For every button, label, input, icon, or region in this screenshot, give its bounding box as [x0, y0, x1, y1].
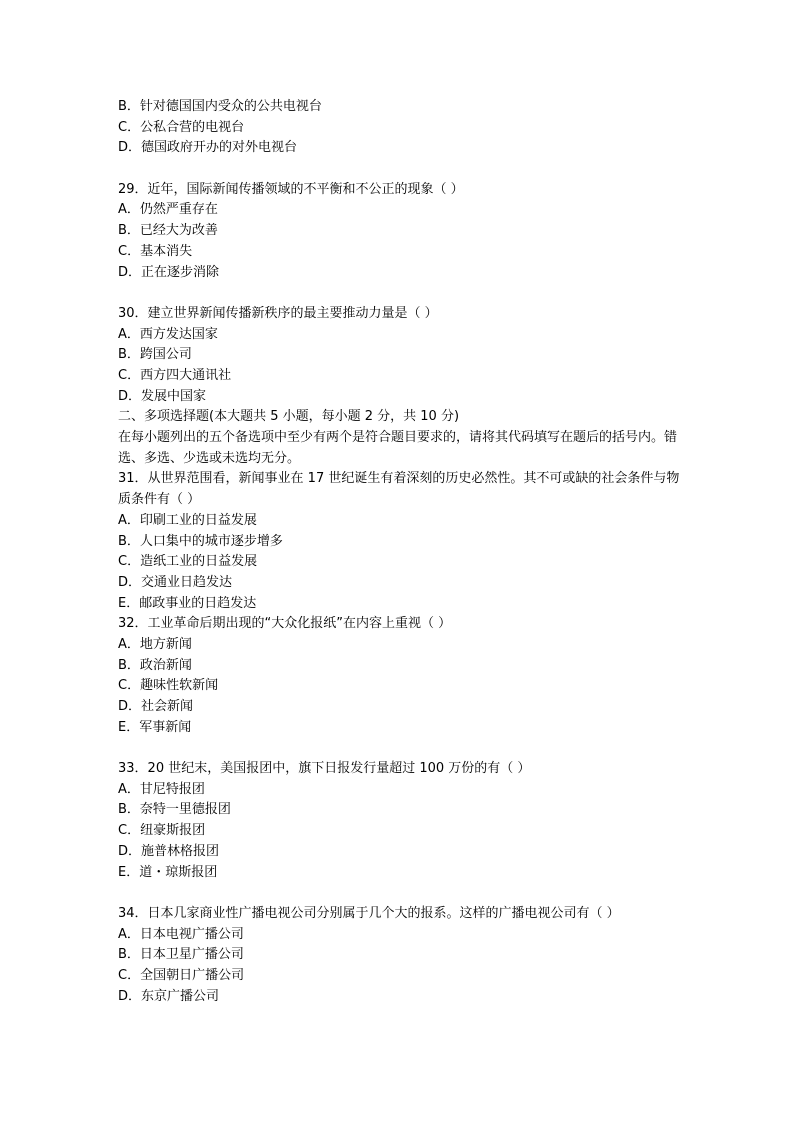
question-30 [118, 304, 686, 407]
option-b: B．政治新闻 [118, 657, 192, 673]
option-c: C．趣味性软新闻 [118, 678, 219, 694]
option-c: C．基本消失 [118, 243, 193, 259]
option-d: D．正在逐步消除 [118, 264, 220, 280]
option-e: E．道・琼斯报团 [118, 864, 218, 880]
option-c: C．西方四大通讯社 [118, 367, 232, 383]
question-stem: 33．20 世纪末，美国报团中，旗下日报发行量超过 100 万份的有（ ） [118, 761, 531, 777]
option-d: D．发展中国家 [118, 388, 207, 404]
section-title: 二、多项选择题(本大题共 5 小题，每小题 2 分，共 10 分) [118, 409, 460, 425]
exam-content [118, 97, 686, 1007]
option-b: B．日本卫星广播公司 [118, 947, 244, 963]
option-c: C．全国朝日广播公司 [118, 967, 245, 983]
section-2 [118, 407, 686, 469]
section-instructions: 在每小题列出的五个备选项中至少有两个是符合题目要求的，请将其代码填写在题后的括号内。错选、多选、少选或未选均无分。 [118, 430, 678, 466]
option-a: A．地方新闻 [118, 636, 192, 652]
option-c: C．公私合营的电视台 [118, 119, 245, 135]
option-e: E．军事新闻 [118, 719, 192, 735]
question-stem: 30．建立世界新闻传播新秩序的最主要推动力量是（ ） [118, 305, 438, 321]
option-a: A．甘尼特报团 [118, 781, 205, 797]
question-32 [118, 614, 686, 738]
option-b: B．人口集中的城市逐步增多 [118, 533, 283, 549]
option-d: D．东京广播公司 [118, 988, 220, 1004]
question-stem: 32．工业革命后期出现的“大众化报纸”在内容上重视（ ） [118, 616, 452, 632]
question-34 [118, 904, 686, 1007]
option-a: A．西方发达国家 [118, 326, 218, 342]
question-29 [118, 180, 686, 283]
question-33 [118, 759, 686, 883]
option-d: D．社会新闻 [118, 699, 194, 714]
question-28-options [118, 97, 686, 159]
blank-line [118, 738, 686, 759]
option-c: C．造纸工业的日益发展 [118, 554, 258, 570]
blank-line [118, 159, 686, 180]
question-31 [118, 469, 686, 614]
option-e: E．邮政事业的日趋发达 [118, 595, 257, 611]
option-c: C．纽豪斯报团 [118, 823, 206, 839]
option-b: B．跨国公司 [118, 347, 192, 363]
question-stem: 34．日本几家商业性广播电视公司分别属于几个大的报系。这样的广播电视公司有（ ） [118, 905, 620, 921]
option-d: D．施普林格报团 [118, 843, 220, 859]
option-a: A．印刷工业的日益发展 [118, 512, 257, 528]
option-d: D．德国政府开办的对外电视台 [118, 140, 298, 156]
option-a: A．仍然严重存在 [118, 202, 218, 218]
option-d: D．交通业日趋发达 [118, 574, 233, 590]
option-b: B．奈特一里德报团 [118, 802, 231, 818]
blank-line [118, 283, 686, 304]
option-b: B．针对德国国内受众的公共电视台 [118, 99, 322, 114]
option-a: A．日本电视广播公司 [118, 926, 244, 942]
option-b: B．已经大为改善 [118, 223, 218, 239]
blank-line [118, 883, 686, 904]
question-stem: 29．近年，国际新闻传播领域的不平衡和不公正的现象（ ） [118, 181, 464, 197]
question-stem: 31．从世界范围看，新闻事业在 17 世纪诞生有着深刻的历史必然性。其不可或缺的社会条件与物质条件有（ ） [118, 471, 680, 508]
